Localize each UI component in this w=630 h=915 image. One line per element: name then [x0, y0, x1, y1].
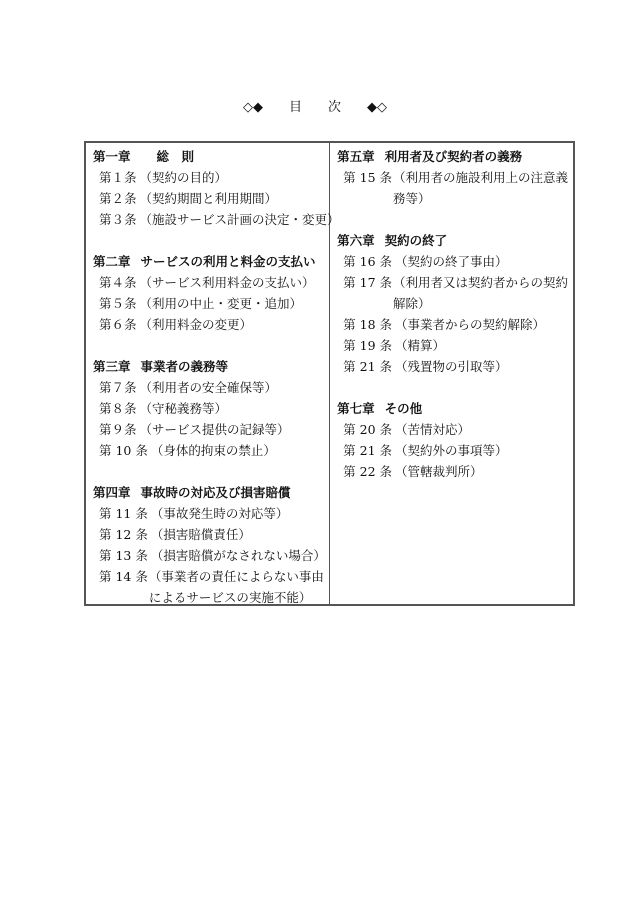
article-title: （守秘義務等）: [139, 401, 228, 416]
chapter: [337, 230, 573, 377]
article-number: 第 21 条: [343, 359, 392, 374]
chapter: [93, 251, 329, 335]
article-number: 第 20 条: [343, 422, 392, 437]
article-title: （身体的拘束の禁止）: [150, 443, 276, 458]
article-entry: [93, 272, 329, 293]
article-number: 第５条: [99, 296, 137, 311]
article-number: 第 18 条: [343, 317, 392, 332]
article-title: （残置物の引取等）: [395, 359, 508, 374]
chapter: [337, 398, 573, 482]
article-number: 第 17 条: [343, 275, 392, 290]
article-title: （施設サービス計画の決定・変更）: [139, 212, 340, 227]
article-number: 第７条: [99, 380, 137, 395]
chapter-number: 第七章: [337, 401, 375, 416]
chapter-heading: 総 則: [156, 149, 195, 164]
article-title: （事故発生時の対応等）: [150, 506, 289, 521]
article-entry: [93, 209, 340, 230]
article-entry: [93, 566, 329, 608]
chapter-title: [93, 482, 329, 503]
article-number: 第 21 条: [343, 443, 392, 458]
table-of-contents: [84, 141, 575, 606]
article-entry: [93, 524, 329, 545]
article-entry: [93, 419, 329, 440]
article-title: （利用の中止・変更・追加）: [139, 296, 303, 311]
chapter-heading: 契約の終了: [384, 233, 448, 248]
article-title: （精算）: [395, 338, 446, 353]
article-title: （損害賠償責任）: [150, 527, 251, 542]
article-number: 第４条: [99, 275, 137, 290]
chapter: [93, 146, 340, 230]
chapter-number: 第一章: [93, 149, 131, 164]
chapter-number: 第三章: [93, 359, 131, 374]
article-number: 第 13 条: [99, 548, 148, 563]
article-number: 第２条: [99, 191, 137, 206]
article-title: （利用者の安全確保等）: [139, 380, 278, 395]
article-number: 第８条: [99, 401, 137, 416]
article-entry: [337, 272, 573, 314]
article-entry: [337, 419, 573, 440]
article-title: （事業者の責任によらない事由によるサービスの実施不能）: [148, 569, 324, 605]
article-entry: [93, 167, 329, 188]
article-title: （契約の終了事由）: [395, 254, 508, 269]
article-entry: [93, 398, 329, 419]
article-title: （利用者の施設利用上の注意義務等）: [393, 170, 569, 206]
article-title: （契約外の事項等）: [395, 443, 508, 458]
toc-column-left: [86, 143, 340, 605]
article-entry: [93, 377, 329, 398]
article-entry: [337, 440, 573, 461]
article-entry: [337, 167, 573, 209]
chapter-heading: 事故時の対応及び損害賠償: [140, 485, 291, 500]
article-entry: [93, 440, 329, 461]
chapter-number: 第六章: [337, 233, 375, 248]
chapter: [337, 146, 573, 209]
article-entry: [93, 503, 329, 524]
article-title: （管轄裁判所）: [395, 464, 483, 479]
article-entry: [93, 293, 329, 314]
article-number: 第３条: [99, 212, 137, 227]
page-title: ◇◆ 目 次 ◆◇: [243, 100, 387, 115]
article-title: （サービス提供の記録等）: [139, 422, 290, 437]
article-entry: [93, 314, 329, 335]
article-number: 第 16 条: [343, 254, 392, 269]
article-title: （サービス利用料金の支払い）: [139, 275, 315, 290]
chapter-number: 第四章: [93, 485, 131, 500]
chapter-title: [93, 356, 329, 377]
article-number: 第 19 条: [343, 338, 392, 353]
article-number: 第 15 条: [343, 170, 392, 185]
chapter-number: 第五章: [337, 149, 375, 164]
article-number: 第 11 条: [99, 506, 148, 521]
article-entry: [337, 251, 573, 272]
article-entry: [337, 461, 573, 482]
article-title: （契約期間と利用期間）: [139, 191, 278, 206]
article-number: 第９条: [99, 422, 137, 437]
article-entry: [337, 314, 573, 335]
article-title: （損害賠償がなされない場合）: [150, 548, 326, 563]
article-title: （利用者又は契約者からの契約解除）: [393, 275, 569, 311]
article-title: （事業者からの契約解除）: [395, 317, 546, 332]
toc-column-right: [330, 143, 573, 604]
chapter: [93, 482, 329, 608]
article-number: 第 12 条: [99, 527, 148, 542]
chapter-heading: 利用者及び契約者の義務: [384, 149, 523, 164]
chapter-heading: その他: [384, 401, 423, 416]
chapter-title: [93, 146, 329, 167]
article-number: 第 22 条: [343, 464, 392, 479]
chapter-heading: サービスの利用と料金の支払い: [140, 254, 316, 269]
article-number: 第 14 条: [99, 569, 148, 584]
chapter-number: 第二章: [93, 254, 131, 269]
chapter-title: [337, 146, 573, 167]
article-title: （苦情対応）: [395, 422, 471, 437]
chapter-title: [337, 230, 573, 251]
article-number: 第６条: [99, 317, 137, 332]
chapter-title: [337, 398, 573, 419]
chapter-title: [93, 251, 329, 272]
article-number: 第１条: [99, 170, 137, 185]
article-entry: [337, 335, 573, 356]
article-title: （契約の目的）: [139, 170, 228, 185]
chapter: [93, 356, 329, 461]
article-entry: [93, 188, 329, 209]
article-number: 第 10 条: [99, 443, 148, 458]
chapter-heading: 事業者の義務等: [140, 359, 229, 374]
article-entry: [337, 356, 573, 377]
article-entry: [93, 545, 329, 566]
article-title: （利用料金の変更）: [139, 317, 253, 332]
